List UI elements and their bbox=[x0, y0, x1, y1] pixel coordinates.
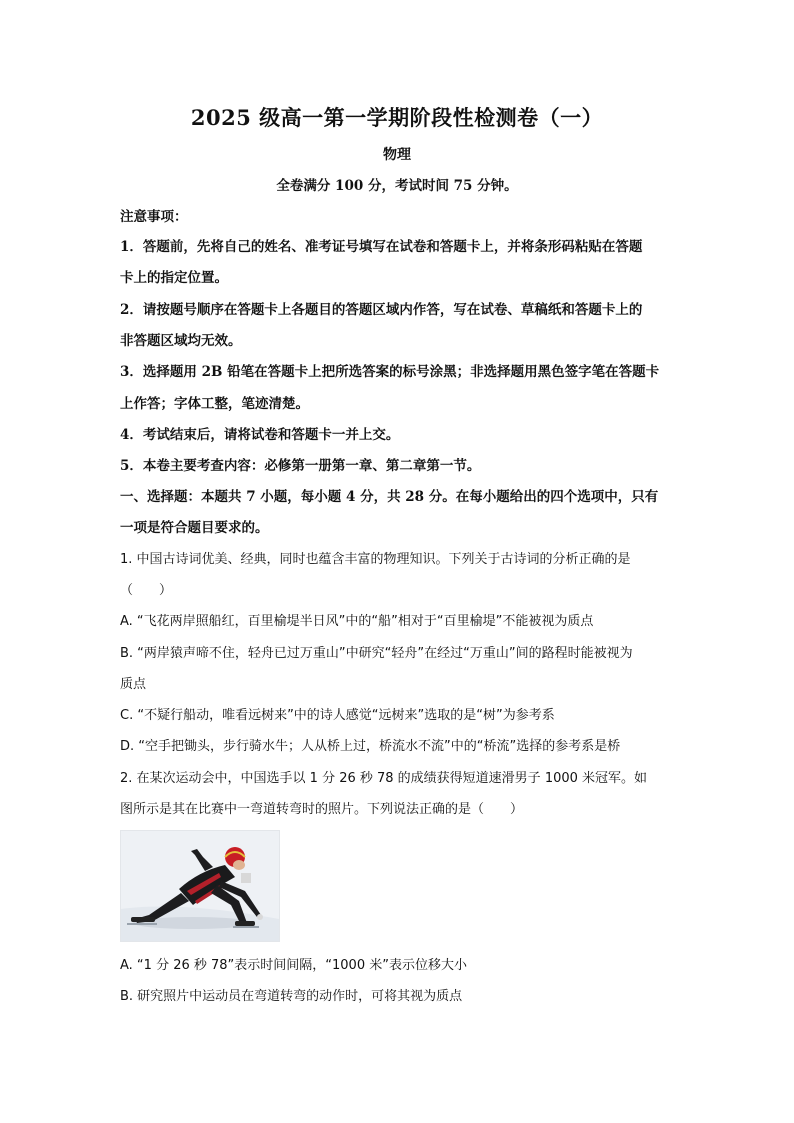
question-1-option-b-cont: 质点 bbox=[120, 677, 147, 692]
question-1-blank: （ ） bbox=[120, 583, 173, 598]
subject-label: 物理 bbox=[383, 147, 411, 163]
question-1-option-d: D. “空手把锄头，步行骑水牛；人从桥上过，桥流水不流”中的“桥流”选择的参考系是桥 bbox=[120, 739, 621, 754]
skater-photo bbox=[120, 830, 280, 942]
exam-title: 2025 级高一第一学期阶段性检测卷（一） bbox=[190, 105, 604, 130]
question-1-stem: 1. 中国古诗词优美、经典，同时也蕴含丰富的物理知识。下列关于古诗词的分析正确的是 bbox=[120, 552, 631, 567]
section-intro: 一、选择题：本题共 7 小题，每小题 4 分，共 28 分。在每小题给出的四个选项中，只有 bbox=[120, 489, 659, 505]
note-line: 5．本卷主要考查内容：必修第一册第一章、第二章第一节。 bbox=[120, 458, 481, 474]
note-line: 上作答；字体工整，笔迹清楚。 bbox=[120, 396, 309, 412]
note-line: 2．请按题号顺序在答题卡上各题目的答题区域内作答，写在试卷、草稿纸和答题卡上的 bbox=[120, 302, 643, 318]
question-2-option-b: B. 研究照片中运动员在弯道转弯的动作时，可将其视为质点 bbox=[120, 989, 463, 1004]
note-line: 3．选择题用 2B 铅笔在答题卡上把所选答案的标号涂黑；非选择题用黑色签字笔在答题卡 bbox=[120, 364, 660, 380]
note-line: 4．考试结束后，请将试卷和答题卡一并上交。 bbox=[120, 427, 400, 443]
question-2-option-a: A. “1 分 26 秒 78”表示时间间隔，“1000 米”表示位移大小 bbox=[120, 958, 467, 973]
question-2-stem-cont: 图所示是其在比赛中一弯道转弯时的照片。下列说法正确的是（ ） bbox=[120, 802, 524, 817]
note-line: 1．答题前，先将自己的姓名、准考证号填写在试卷和答题卡上，并将条形码粘贴在答题 bbox=[120, 239, 643, 255]
question-1-option-c: C. “不疑行船动，唯看远树来”中的诗人感觉“远树来”选取的是“树”为参考系 bbox=[120, 708, 555, 723]
note-line: 非答题区域均无效。 bbox=[120, 333, 242, 349]
question-1-option-a: A. “飞花两岸照船红，百里榆堤半日风”中的“船”相对于“百里榆堤”不能被视为质点 bbox=[120, 614, 594, 629]
section-intro: 一项是符合题目要求的。 bbox=[120, 520, 269, 536]
notes-heading: 注意事项： bbox=[120, 209, 188, 225]
note-line: 卡上的指定位置。 bbox=[120, 270, 228, 286]
question-2-stem: 2. 在某次运动会中，中国选手以 1 分 26 秒 78 的成绩获得短道速滑男子 1000 米冠军。如 bbox=[120, 771, 648, 786]
question-1-option-b: B. “两岸猿声啼不住，轻舟已过万重山”中研究“轻舟”在经过“万重山”间的路程时能被视为 bbox=[120, 646, 633, 661]
exam-info: 全卷满分 100 分，考试时间 75 分钟。 bbox=[276, 178, 518, 194]
